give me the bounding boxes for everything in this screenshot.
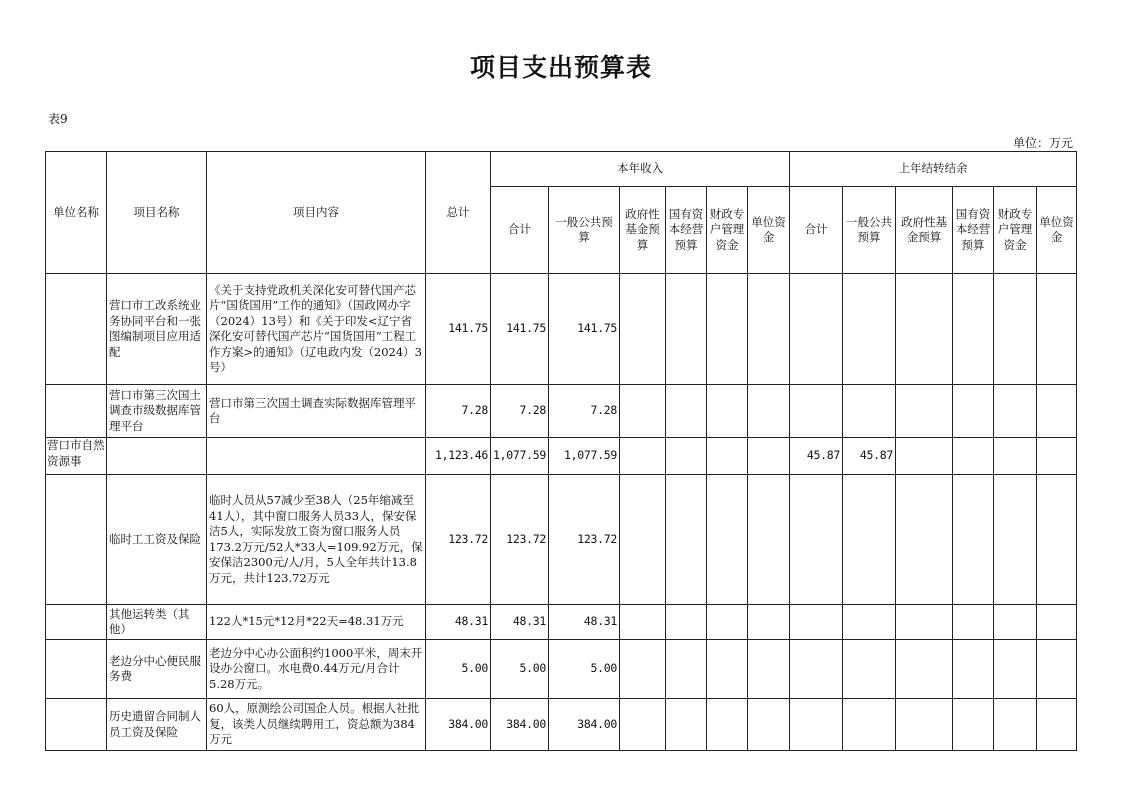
cell-cur-fund (620, 438, 666, 475)
cell-cur-unit (748, 475, 790, 605)
table-row (46, 699, 1077, 751)
cell-pri-unit (1037, 274, 1077, 385)
cell-cur-general: 7.28 (549, 385, 620, 438)
cell-cur-general: 48.31 (549, 605, 620, 640)
cell-cur-state (666, 438, 707, 475)
table-body (46, 274, 1077, 751)
cell-pri-sum (790, 385, 843, 438)
header-prior-balance: 上年结转结余 (790, 152, 1077, 187)
cell-total: 384.00 (426, 699, 491, 751)
cell-cur-unit (748, 605, 790, 640)
cell-pri-unit (1037, 640, 1077, 699)
header-pri-fund: 政府性基金预算 (896, 187, 953, 274)
cell-content: 60人，原测绘公司国企人员。根据人社批复，该类人员继续聘用工，资总额为384万元 (207, 699, 426, 751)
cell-cur-fund (620, 605, 666, 640)
cell-content: 122人*15元*12月*22天=48.31万元 (207, 605, 426, 640)
cell-cur-fund (620, 385, 666, 438)
header-pri-unit: 单位资金 (1037, 187, 1077, 274)
cell-unit (46, 475, 107, 605)
cell-cur-sum: 384.00 (491, 699, 549, 751)
cell-cur-state (666, 274, 707, 385)
cell-pri-special (994, 605, 1037, 640)
header-project-name: 项目名称 (107, 152, 207, 274)
cell-cur-unit (748, 640, 790, 699)
header-project-content: 项目内容 (207, 152, 426, 274)
header-current-income: 本年收入 (491, 152, 790, 187)
cell-pri-general (843, 640, 896, 699)
cell-pri-general (843, 699, 896, 751)
cell-unit (46, 640, 107, 699)
cell-pri-unit (1037, 475, 1077, 605)
cell-project: 临时工工资及保险 (107, 475, 207, 605)
cell-pri-fund (896, 640, 953, 699)
cell-pri-unit (1037, 438, 1077, 475)
table-header (46, 152, 1077, 274)
cell-unit (46, 605, 107, 640)
table-row (46, 640, 1077, 699)
cell-pri-special (994, 438, 1037, 475)
cell-cur-state (666, 699, 707, 751)
cell-pri-state (953, 385, 994, 438)
cell-cur-general: 123.72 (549, 475, 620, 605)
cell-cur-special (707, 438, 748, 475)
page-title: 项目支出预算表 (469, 53, 652, 82)
cell-pri-special (994, 475, 1037, 605)
cell-total: 1,123.46 (426, 438, 491, 475)
cell-pri-fund (896, 438, 953, 475)
cell-pri-unit (1037, 605, 1077, 640)
cell-cur-special (707, 605, 748, 640)
header-cur-special: 财政专户管理资金 (707, 187, 748, 274)
cell-cur-sum: 141.75 (491, 274, 549, 385)
header-cur-general: 一般公共预算 (549, 187, 620, 274)
header-pri-state: 国有资本经营预算 (953, 187, 994, 274)
cell-pri-state (953, 640, 994, 699)
unit-label: 单位：万元 (1012, 136, 1073, 150)
cell-cur-unit (748, 274, 790, 385)
cell-cur-special (707, 475, 748, 605)
cell-content: 《关于支持党政机关深化安可替代国产芯片“国货国用”工作的通知》（国政网办字（2024）13号）和《关于印发<辽宁省深化安可替代国产芯片“国货国用”工程工作方案>的通知》（辽电政内发（2024）3号） (207, 274, 426, 385)
cell-unit (46, 699, 107, 751)
cell-cur-state (666, 475, 707, 605)
cell-project (107, 438, 207, 475)
table-number: 表9 (48, 112, 68, 126)
cell-cur-general: 141.75 (549, 274, 620, 385)
cell-pri-fund (896, 605, 953, 640)
header-cur-sum: 合计 (491, 187, 549, 274)
cell-pri-special (994, 699, 1037, 751)
cell-total: 48.31 (426, 605, 491, 640)
cell-cur-special (707, 385, 748, 438)
cell-cur-sum: 1,077.59 (491, 438, 549, 475)
header-pri-general: 一般公共预算 (843, 187, 896, 274)
cell-cur-sum: 5.00 (491, 640, 549, 699)
cell-pri-unit (1037, 699, 1077, 751)
table-row (46, 475, 1077, 605)
cell-cur-state (666, 640, 707, 699)
cell-project: 历史遗留合同制人员工资及保险 (107, 699, 207, 751)
cell-cur-fund (620, 475, 666, 605)
cell-pri-unit (1037, 385, 1077, 438)
cell-cur-unit (748, 699, 790, 751)
cell-pri-fund (896, 274, 953, 385)
cell-pri-sum (790, 640, 843, 699)
header-cur-fund: 政府性基金预算 (620, 187, 666, 274)
cell-pri-state (953, 475, 994, 605)
cell-content (207, 438, 426, 475)
header-pri-sum: 合计 (790, 187, 843, 274)
cell-cur-general: 384.00 (549, 699, 620, 751)
cell-cur-unit (748, 385, 790, 438)
cell-cur-fund (620, 640, 666, 699)
cell-project: 老边分中心便民服务费 (107, 640, 207, 699)
table-row (46, 605, 1077, 640)
cell-cur-sum: 48.31 (491, 605, 549, 640)
cell-project: 营口市工改系统业务协同平台和一张图编制项目应用适配 (107, 274, 207, 385)
cell-pri-state (953, 438, 994, 475)
header-unit-name: 单位名称 (46, 152, 107, 274)
cell-total: 141.75 (426, 274, 491, 385)
cell-pri-fund (896, 475, 953, 605)
cell-cur-general: 5.00 (549, 640, 620, 699)
cell-total: 7.28 (426, 385, 491, 438)
cell-total: 123.72 (426, 475, 491, 605)
cell-total: 5.00 (426, 640, 491, 699)
cell-pri-sum (790, 274, 843, 385)
cell-pri-special (994, 274, 1037, 385)
cell-cur-special (707, 699, 748, 751)
cell-pri-sum (790, 605, 843, 640)
cell-pri-state (953, 699, 994, 751)
cell-pri-sum (790, 475, 843, 605)
cell-cur-special (707, 640, 748, 699)
header-cur-unit: 单位资金 (748, 187, 790, 274)
cell-pri-fund (896, 385, 953, 438)
cell-unit (46, 385, 107, 438)
cell-pri-sum: 45.87 (790, 438, 843, 475)
cell-cur-fund (620, 274, 666, 385)
cell-pri-special (994, 385, 1037, 438)
cell-pri-fund (896, 699, 953, 751)
cell-project: 营口市第三次国土调查市级数据库管理平台 (107, 385, 207, 438)
cell-content: 营口市第三次国土调查实际数据库管理平台 (207, 385, 426, 438)
cell-pri-state (953, 605, 994, 640)
cell-cur-sum: 7.28 (491, 385, 549, 438)
cell-pri-special (994, 640, 1037, 699)
cell-cur-sum: 123.72 (491, 475, 549, 605)
cell-content: 老边分中心办公面积约1000平米，周末开设办公窗口。水电费0.44万元/月合计5.28万元。 (207, 640, 426, 699)
cell-pri-general: 45.87 (843, 438, 896, 475)
cell-pri-general (843, 385, 896, 438)
cell-cur-special (707, 274, 748, 385)
header-pri-special: 财政专户管理资金 (994, 187, 1037, 274)
cell-cur-fund (620, 699, 666, 751)
table-row (46, 385, 1077, 438)
cell-unit (46, 274, 107, 385)
cell-pri-state (953, 274, 994, 385)
cell-cur-state (666, 385, 707, 438)
cell-cur-state (666, 605, 707, 640)
cell-unit: 营口市自然资源事 (46, 438, 107, 475)
cell-content: 临时人员从57减少至38人（25年缩减至41人），其中窗口服务人员33人，保安保洁5人，实际发放工资为窗口服务人员173.2万元/52人*33人=109.92万元，保安保洁2300元/人/月，5人全年共计13.8万元，共计123.72万元 (207, 475, 426, 605)
table-row (46, 274, 1077, 385)
cell-cur-unit (748, 438, 790, 475)
header-total: 总计 (426, 152, 491, 274)
cell-project: 其他运转类（其他） (107, 605, 207, 640)
cell-pri-general (843, 605, 896, 640)
header-cur-state: 国有资本经营预算 (666, 187, 707, 274)
cell-pri-general (843, 274, 896, 385)
table-row-unit-subtotal (46, 438, 1077, 475)
cell-cur-general: 1,077.59 (549, 438, 620, 475)
budget-table (45, 151, 1077, 751)
cell-pri-general (843, 475, 896, 605)
cell-pri-sum (790, 699, 843, 751)
